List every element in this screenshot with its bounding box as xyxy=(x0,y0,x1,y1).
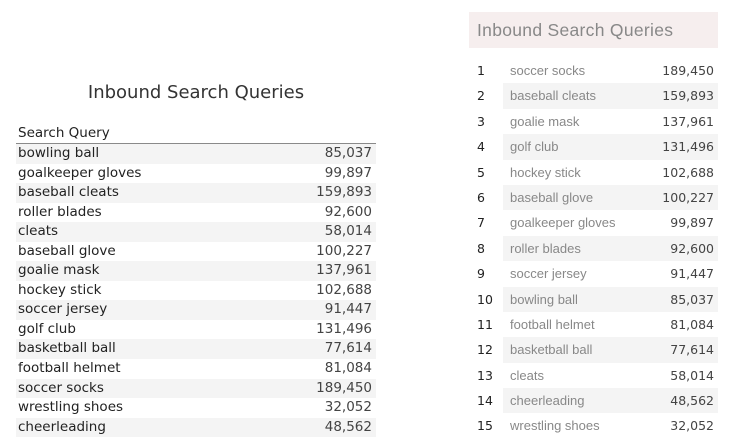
table-row xyxy=(16,183,376,203)
rank-cell: 7 xyxy=(477,215,485,231)
value-cell: 81,084 xyxy=(324,360,372,377)
table-row xyxy=(16,359,376,379)
rank-cell: 12 xyxy=(477,342,493,358)
table-row xyxy=(469,160,718,185)
value-cell: 92,600 xyxy=(670,240,714,256)
value-cell: 81,084 xyxy=(670,316,714,332)
query-cell: goalkeeper gloves xyxy=(510,215,616,231)
table-row xyxy=(469,337,718,362)
value-cell: 159,893 xyxy=(662,88,714,104)
value-cell: 102,688 xyxy=(662,164,714,180)
value-cell: 189,450 xyxy=(662,63,714,78)
value-cell: 32,052 xyxy=(670,418,714,434)
right-table-rows xyxy=(469,58,718,439)
table-row xyxy=(469,287,718,312)
table-row xyxy=(16,144,376,164)
rank-cell: 8 xyxy=(477,240,485,256)
query-cell: football helmet xyxy=(18,360,121,377)
table-row xyxy=(469,413,718,438)
query-cell: goalie mask xyxy=(510,113,580,129)
query-cell: soccer jersey xyxy=(510,266,587,282)
query-cell: baseball glove xyxy=(503,185,718,210)
query-cell: soccer socks xyxy=(510,63,586,78)
value-cell: 91,447 xyxy=(670,266,714,282)
table-row xyxy=(16,320,376,340)
query-cell: cleats xyxy=(510,367,544,383)
rank-cell: 2 xyxy=(477,88,485,104)
table-row xyxy=(16,203,376,223)
value-cell: 92,600 xyxy=(324,203,372,220)
table-row xyxy=(16,418,376,438)
table-row xyxy=(469,210,718,235)
query-cell: wrestling shoes xyxy=(510,418,600,434)
query-cell: golf club xyxy=(18,320,76,337)
query-cell: wrestling shoes xyxy=(18,399,124,416)
right-table-title: Inbound Search Queries xyxy=(469,12,718,48)
query-cell: hockey stick xyxy=(18,281,102,298)
query-cell: cheerleading xyxy=(18,418,106,435)
table-row xyxy=(469,185,718,210)
query-cell: basketball ball xyxy=(18,340,116,357)
value-cell: 48,562 xyxy=(324,418,372,435)
ranked-queries-table xyxy=(469,12,718,434)
rank-cell: 13 xyxy=(477,367,493,383)
table-row xyxy=(469,109,718,134)
table-row xyxy=(469,236,718,261)
value-cell: 85,037 xyxy=(324,145,372,161)
rank-cell: 15 xyxy=(477,418,493,434)
query-cell: basketball ball xyxy=(503,337,718,362)
query-cell: bowling ball xyxy=(18,145,100,161)
query-cell: goalie mask xyxy=(18,262,100,279)
table-row xyxy=(469,388,718,413)
query-cell: golf club xyxy=(503,134,718,159)
value-cell: 77,614 xyxy=(670,342,714,358)
value-cell: 77,614 xyxy=(324,340,372,357)
query-cell: baseball cleats xyxy=(18,184,119,201)
rank-cell: 6 xyxy=(477,189,485,205)
left-table-rows xyxy=(16,144,376,437)
value-cell: 85,037 xyxy=(670,291,714,307)
query-cell: football helmet xyxy=(510,316,595,332)
query-cell: soccer socks xyxy=(18,379,104,396)
rank-cell: 14 xyxy=(477,393,493,409)
rank-cell: 1 xyxy=(477,63,485,78)
query-cell: roller blades xyxy=(18,203,102,220)
value-cell: 58,014 xyxy=(670,367,714,383)
query-cell: bowling ball xyxy=(503,287,718,312)
value-cell: 102,688 xyxy=(316,281,372,298)
rank-cell: 5 xyxy=(477,164,485,180)
table-row xyxy=(16,281,376,301)
left-table-title: Inbound Search Queries xyxy=(87,82,305,103)
rank-cell: 11 xyxy=(477,316,493,332)
value-cell: 91,447 xyxy=(324,301,372,318)
value-cell: 58,014 xyxy=(324,223,372,240)
value-cell: 32,052 xyxy=(324,399,372,416)
table-row xyxy=(469,134,718,159)
table-row xyxy=(16,222,376,242)
value-cell: 100,227 xyxy=(662,189,714,205)
table-row xyxy=(16,379,376,399)
table-row xyxy=(16,300,376,320)
rank-cell: 9 xyxy=(477,266,485,282)
value-cell: 48,562 xyxy=(670,393,714,409)
table-row xyxy=(16,261,376,281)
rank-cell: 3 xyxy=(477,113,485,129)
query-cell: soccer jersey xyxy=(18,301,108,318)
query-cell: goalkeeper gloves xyxy=(18,164,142,181)
table-row xyxy=(16,164,376,184)
query-cell: roller blades xyxy=(503,236,718,261)
query-cell: baseball glove xyxy=(18,242,116,259)
table-row xyxy=(16,242,376,262)
value-cell: 137,961 xyxy=(316,262,372,279)
value-cell: 100,227 xyxy=(316,242,372,259)
rank-cell: 10 xyxy=(477,291,493,307)
table-row xyxy=(469,261,718,286)
table-row xyxy=(469,312,718,337)
table-row xyxy=(469,58,718,83)
value-cell: 131,496 xyxy=(662,139,714,155)
query-cell: baseball cleats xyxy=(503,83,718,108)
query-cell: cheerleading xyxy=(503,388,718,413)
rank-cell: 4 xyxy=(477,139,485,155)
value-cell: 137,961 xyxy=(662,113,714,129)
search-query-column-header: Search Query xyxy=(18,125,110,141)
table-row xyxy=(16,339,376,359)
query-cell: cleats xyxy=(18,223,59,240)
value-cell: 189,450 xyxy=(316,379,372,396)
left-table-header xyxy=(16,124,376,144)
query-cell: hockey stick xyxy=(510,164,581,180)
table-row xyxy=(469,83,718,108)
table-row xyxy=(16,398,376,418)
value-cell: 159,893 xyxy=(316,184,372,201)
value-cell: 131,496 xyxy=(316,320,372,337)
table-row xyxy=(469,363,718,388)
value-cell: 99,897 xyxy=(324,164,372,181)
value-cell: 99,897 xyxy=(670,215,714,231)
